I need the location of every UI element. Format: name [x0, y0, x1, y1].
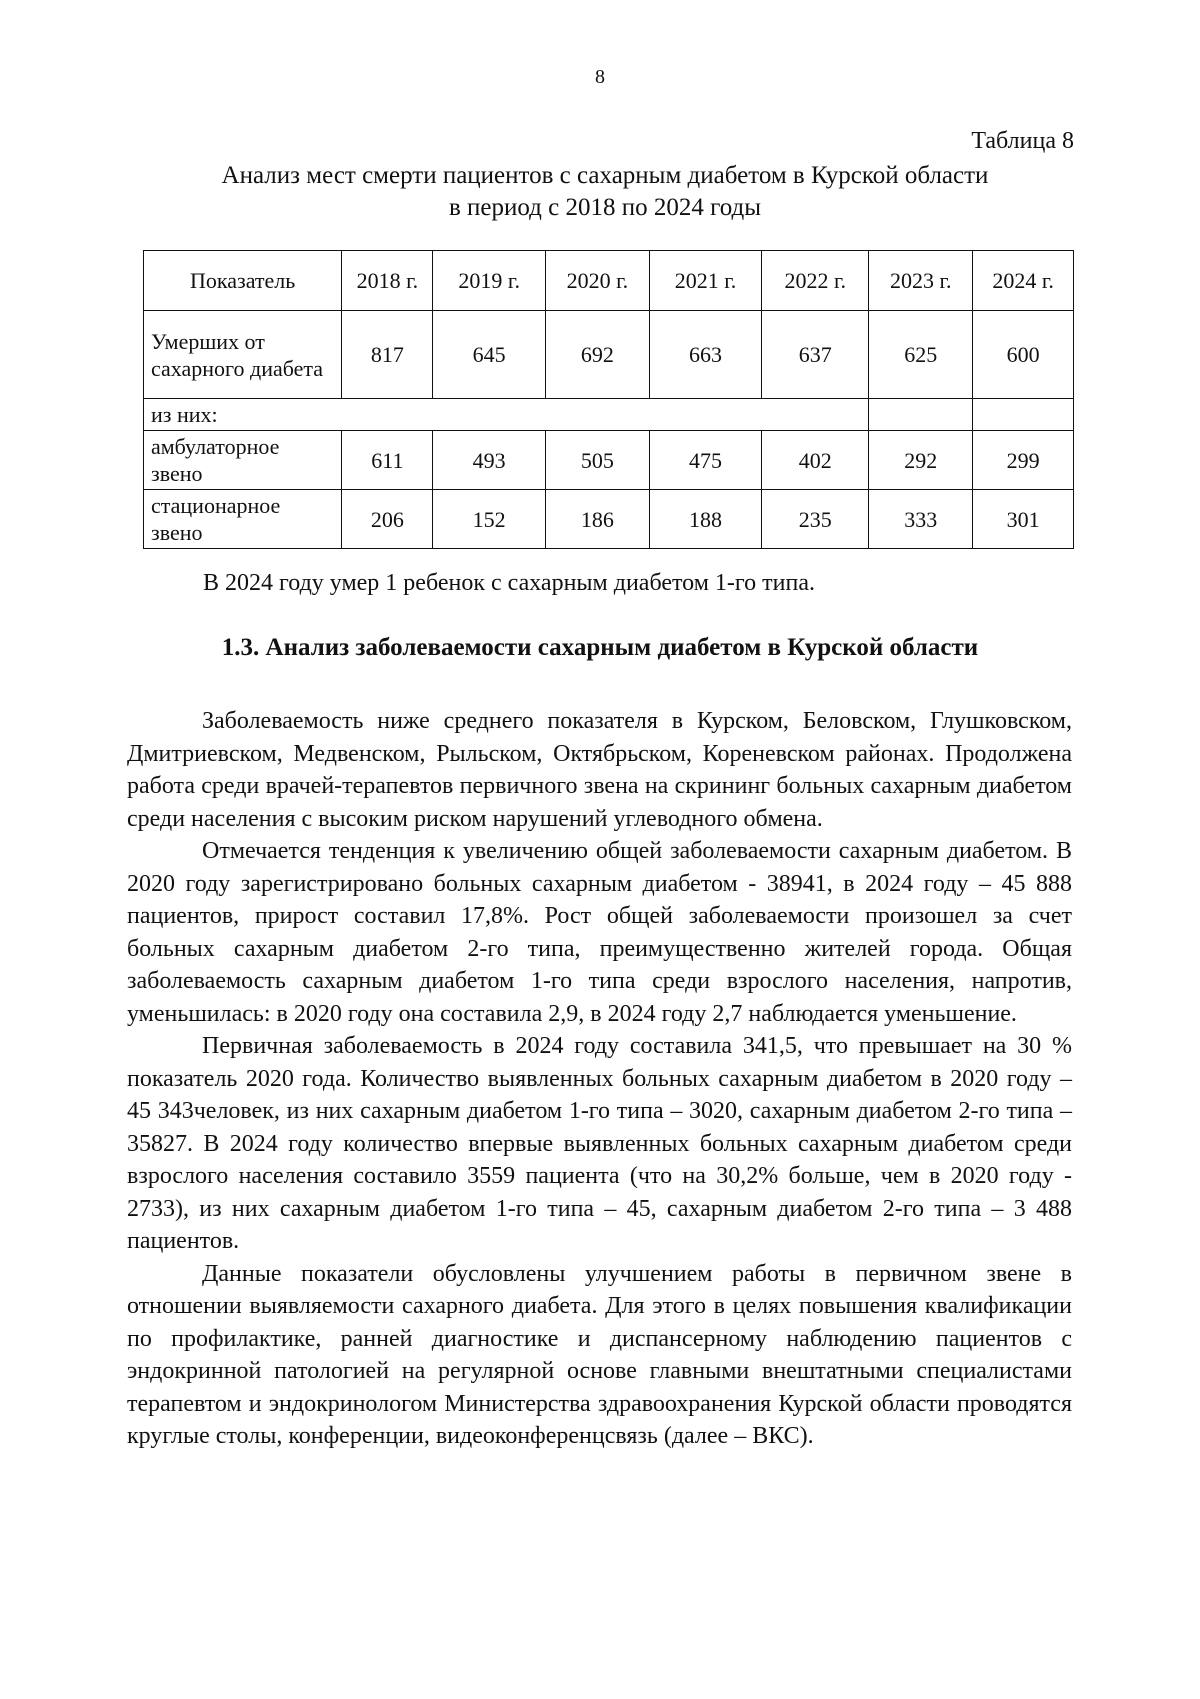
- paragraph-3: Первичная заболеваемость в 2024 году составила 341,5, что превышает на 30 % показатель 2020 года. Количество выявленных больных сахарным диабетом в 2020 году – 45 343человек, из них сахарным диабетом 1-го типа – 3020, сахарным диабетом 2-го типа – 35827. В 2024 году количество впервые выявленных больных сахарным диабетом среди взрослого населения составило 3559 пациента (что на 30,2% больше, чем в 2020 году - 2733), из них сахарным диабетом 1-го типа – 45, сахарным диабетом 2-го типа – 3 488 пациентов.: [127, 1033, 1072, 1254]
- table-cell: 299: [973, 431, 1074, 490]
- table-cell: 692: [545, 311, 649, 399]
- table-row-of-them: [144, 399, 1074, 431]
- table-cell: 637: [762, 311, 869, 399]
- row-label: Умерших от сахарного диабета: [144, 311, 342, 399]
- table-cell: 188: [649, 490, 761, 549]
- row-label: из них:: [144, 399, 869, 431]
- table-cell: 301: [973, 490, 1074, 549]
- table-row-outpatient: [144, 431, 1074, 490]
- section-heading: 1.3. Анализ заболеваемости сахарным диабетом в Курской области: [221, 634, 979, 661]
- header-cell-2021: 2021 г.: [649, 251, 761, 311]
- child-death-note: В 2024 году умер 1 ребенок с сахарным диабетом 1-го типа.: [203, 570, 815, 596]
- table-row-inpatient: [144, 490, 1074, 549]
- paragraph-2: Отмечается тенденция к увеличению общей заболеваемости сахарным диабетом. В 2020 году зарегистрировано больных сахарным диабетом - 38941, в 2024 году – 45 888 пациентов, прирост составил 17,8%. Рост общей заболеваемости произошел за счет больных сахарным диабетом 2-го типа, преимущественно жителей города. Общая заболеваемость сахарным диабетом 1-го типа среди взрослого населения, напротив, уменьшилась: в 2020 году она составила 2,9, в 2024 году 2,7 наблюдается уменьшение.: [127, 838, 1072, 1027]
- table-row-deaths-total: [144, 311, 1074, 399]
- table-title-line1: Анализ мест смерти пациентов с сахарным диабетом в Курской области: [221, 162, 989, 189]
- table-cell: 152: [433, 490, 545, 549]
- table-title-line2: в период с 2018 по 2024 годы: [448, 194, 762, 221]
- header-cell-2019: 2019 г.: [433, 251, 545, 311]
- table-cell: 292: [869, 431, 973, 490]
- table-cell: 600: [973, 311, 1074, 399]
- header-cell-2024: 2024 г.: [973, 251, 1074, 311]
- death-places-table: [143, 250, 1074, 549]
- header-cell-2018: 2018 г.: [342, 251, 433, 311]
- table-cell: 645: [433, 311, 545, 399]
- table-cell: 475: [649, 431, 761, 490]
- table-cell: 186: [545, 490, 649, 549]
- header-cell-indicator: Показатель: [144, 251, 342, 311]
- table-title: [135, 160, 1075, 224]
- table-cell: 625: [869, 311, 973, 399]
- table-cell-empty: [869, 399, 973, 431]
- table-cell: 505: [545, 431, 649, 490]
- table-label: Таблица 8: [971, 128, 1074, 154]
- table-cell: 235: [762, 490, 869, 549]
- paragraph-1: Заболеваемость ниже среднего показателя в Курском, Беловском, Глушковском, Дмитриевском, Медвенском, Рыльском, Октябрьском, Кореневском районах. Продолжена работа среди врачей-терапевтов первичного звена на скрининг больных сахарным диабетом среди населения с высоким риском нарушений углеводного обмена.: [127, 708, 1072, 832]
- body-text: [127, 705, 1072, 1453]
- header-cell-2020: 2020 г.: [545, 251, 649, 311]
- table-cell: 493: [433, 431, 545, 490]
- table-cell: 206: [342, 490, 433, 549]
- table-cell: 817: [342, 311, 433, 399]
- row-label: амбулаторное звено: [144, 431, 342, 490]
- header-cell-2022: 2022 г.: [762, 251, 869, 311]
- row-label: стационарное звено: [144, 490, 342, 549]
- page-number: 8: [595, 66, 605, 88]
- table-cell-empty: [973, 399, 1074, 431]
- header-cell-2023: 2023 г.: [869, 251, 973, 311]
- table-cell: 333: [869, 490, 973, 549]
- table-cell: 611: [342, 431, 433, 490]
- table-header-row: [144, 251, 1074, 311]
- paragraph-4: Данные показатели обусловлены улучшением работы в первичном звене в отношении выявляемости сахарного диабета. Для этого в целях повышения квалификации по профилактике, ранней диагностике и диспансерному наблюдению пациентов с эндокринной патологией на регулярной основе главными внештатными специалистами терапевтом и эндокринологом Министерства здравоохранения Курской области проводятся круглые столы, конференции, видеоконференцсвязь (далее – ВКС).: [127, 1260, 1072, 1449]
- table-cell: 402: [762, 431, 869, 490]
- table-cell: 663: [649, 311, 761, 399]
